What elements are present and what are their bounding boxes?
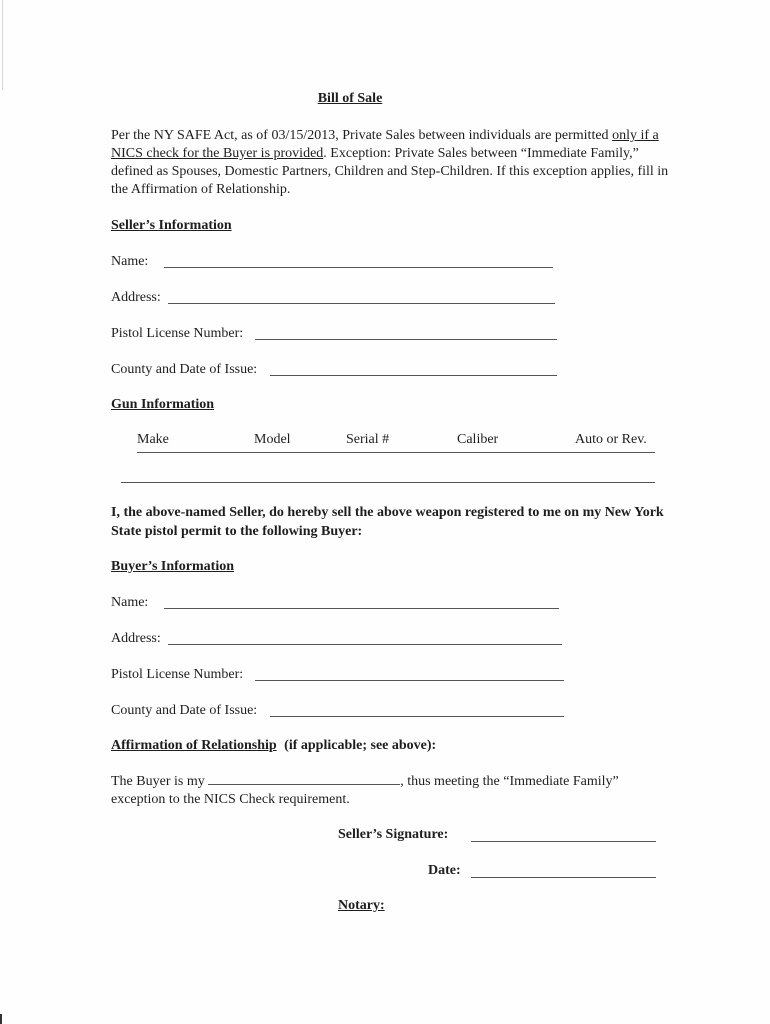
seller-name-field[interactable] <box>111 254 556 274</box>
seller-name-line[interactable] <box>164 267 553 268</box>
seller-signature-line[interactable] <box>471 841 656 842</box>
seller-heading: Seller’s Information <box>111 218 232 233</box>
intro-text-2: . Exception: Private Sales between “Immediate Family,” defined as Spouses, Domestic Partners, Children and Step-Children. If this exception applies, fill in the Affirmation of Relationship. <box>111 146 669 197</box>
gun-column-serial: Serial # <box>346 432 390 447</box>
document-title: Bill of Sale <box>317 91 383 106</box>
seller-license-field[interactable] <box>111 326 558 346</box>
gun-heading: Gun Information <box>111 397 215 412</box>
buyer-name-label: Name: <box>111 595 149 610</box>
buyer-address-line[interactable] <box>168 644 562 645</box>
seller-name-label: Name: <box>111 254 149 269</box>
buyer-address-field[interactable] <box>111 631 563 651</box>
seller-address-field[interactable] <box>111 290 556 310</box>
intro-text-underlined: only if a NICS check for the Buyer is provided <box>111 128 659 161</box>
gun-column-make: Make <box>137 432 169 447</box>
notary-label: Notary: <box>338 898 385 913</box>
scan-edge-mark <box>0 1014 2 1024</box>
buyer-county-label: County and Date of Issue: <box>111 703 258 718</box>
date-line[interactable] <box>471 877 656 878</box>
seller-county-line[interactable] <box>270 375 557 376</box>
seller-address-line[interactable] <box>168 303 555 304</box>
affirmation-text-after: , thus meeting the “Immediate Family” exception to the NICS Check requirement. <box>111 774 619 807</box>
seller-license-line[interactable] <box>255 339 557 340</box>
affirmation-text <box>111 772 671 809</box>
seller-county-label: County and Date of Issue: <box>111 362 258 377</box>
affirmation-heading-note: (if applicable; see above): <box>284 738 437 753</box>
gun-column-auto-or-rev: Auto or Rev. <box>575 432 647 447</box>
gun-entry-line[interactable] <box>121 482 655 483</box>
seller-address-label: Address: <box>111 290 161 305</box>
intro-paragraph <box>111 127 671 199</box>
gun-column-caliber: Caliber <box>457 432 499 447</box>
buyer-name-line[interactable] <box>164 608 559 609</box>
gun-column-model: Model <box>254 432 291 447</box>
buyer-county-field[interactable] <box>111 703 565 723</box>
intro-text-1: Per the NY SAFE Act, as of 03/15/2013, Private Sales between individuals are permitted <box>111 128 613 143</box>
seller-license-label: Pistol License Number: <box>111 326 244 341</box>
sale-statement: I, the above-named Seller, do hereby sell the above weapon registered to me on my New York State pistol permit to the following Buyer: <box>111 505 664 539</box>
seller-signature-label: Seller’s Signature: <box>338 827 449 842</box>
buyer-license-field[interactable] <box>111 667 565 687</box>
gun-columns-row <box>137 432 655 453</box>
affirmation-text-before: The Buyer is my <box>111 774 209 789</box>
date-label: Date: <box>428 863 461 878</box>
affirmation-heading-row <box>111 738 436 754</box>
relationship-blank[interactable] <box>208 772 400 785</box>
affirmation-heading: Affirmation of Relationship <box>111 738 277 753</box>
scan-edge-line <box>2 0 3 90</box>
buyer-name-field[interactable] <box>111 595 561 615</box>
buyer-license-line[interactable] <box>255 680 564 681</box>
buyer-license-label: Pistol License Number: <box>111 667 244 682</box>
buyer-heading: Buyer’s Information <box>111 559 235 574</box>
seller-county-field[interactable] <box>111 362 558 382</box>
buyer-county-line[interactable] <box>270 716 564 717</box>
buyer-address-label: Address: <box>111 631 161 646</box>
